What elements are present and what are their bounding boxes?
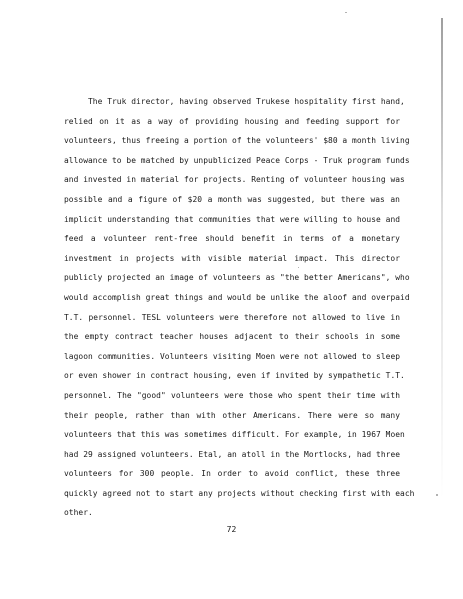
paragraph-line: feed a volunteer rent-free should benefit in terms of a monetary [64,234,400,244]
paragraph-line: The Truk director, having observed Trukese hospitality first hand, [88,97,405,106]
paragraph-line: and invested in material for projects. Renting of volunteer housing was [64,175,405,185]
paragraph-line: volunteers for 300 people. In order to avoid conflict, these three [64,469,400,479]
page-number: 72 [226,525,237,534]
paragraph-line: volunteers, thus freeing a portion of the volunteers' $80 a month living [64,136,410,146]
paragraph-line: their people, rather than with other Americans. There were so many [64,410,400,420]
paragraph-line: T.T. personnel. TESL volunteers were therefore not allowed to live in [64,312,400,322]
paragraph-line: implicit understanding that communities that were willing to house and [64,214,401,224]
body-paragraph [64,92,415,523]
scan-speck [436,494,438,496]
paragraph-line: lagoon communities. Volunteers visiting Moen were not allowed to sleep [64,351,401,361]
paragraph-line: personnel. The "good" volunteers were those who spent their time with [64,390,400,400]
paragraph-line: allowance to be matched by unpublicized Peace Corps - Truk program funds [64,155,410,165]
paragraph-line: the empty contract teacher houses adjacent to their schools in some [64,332,400,342]
paragraph-line: investment in projects with visible material impact. This director [64,253,400,263]
paragraph-line: would accomplish great things and would be unlike the aloof and overpaid [64,292,410,302]
paragraph-line: quickly agreed not to start any projects without checking first with each [64,488,415,498]
paragraph-line: publicly projected an image of volunteers as "the better Americans", who [64,273,410,283]
paragraph-line: possible and a figure of $20 a month was suggested, but there was an [64,194,400,204]
paragraph-line: relied on it as a way of providing housing and feeding support for [64,116,400,126]
scan-speck [345,12,347,13]
paragraph-line: other. [64,508,93,518]
scan-edge-mark [441,18,443,498]
paragraph-line: had 29 assigned volunteers. Etal, an atoll in the Mortlocks, had three [64,449,401,459]
paragraph-line: or even shower in contract housing, even if invited by sympathetic T.T. [64,371,405,381]
paragraph-line: volunteers that this was sometimes difficult. For example, in 1967 Moen [64,430,405,440]
